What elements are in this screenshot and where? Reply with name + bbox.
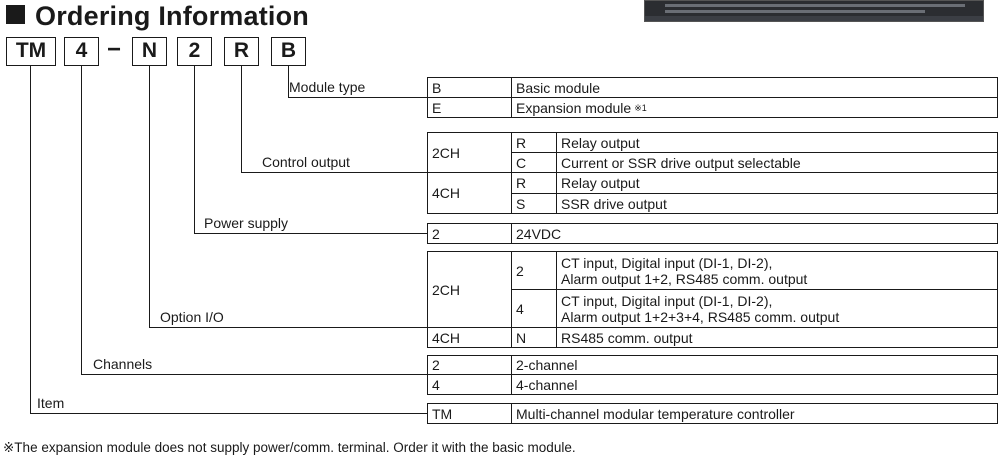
footnote-marker: ※1 [634,102,647,113]
channels-code: 4 [432,376,440,393]
label-control-output: Control output [262,154,350,170]
control-output-desc: SSR drive output [561,195,667,212]
option-io-desc: CT input, Digital input (DI-1, DI-2), Alarm output 1+2, RS485 comm. output [561,254,808,287]
control-output-code: C [516,154,527,171]
module-type-code-0: B [432,79,442,96]
option-io-code: 2 [516,262,524,279]
option-io-desc: RS485 comm. output [561,329,693,346]
section-title-text: Ordering Information [35,1,309,31]
module-type-desc-1: Expansion module ※1 [516,99,647,116]
control-output-desc: Relay output [561,134,640,151]
option-io-group-4ch: 4CH [432,329,461,346]
thumbnail-screenshot [644,0,984,22]
control-output-group-4ch: 4CH [432,185,461,201]
code-box-channels: 4 [64,37,99,66]
black-square-icon [6,5,25,24]
label-power-supply: Power supply [204,215,289,231]
control-output-group-2ch: 2CH [432,144,461,161]
module-type-desc-0: Basic module [516,79,601,96]
section-title [6,1,309,32]
item-code: TM [432,405,453,422]
label-item: Item [37,395,65,411]
channels-code: 2 [432,357,440,373]
control-output-desc: Relay output [561,175,640,191]
code-box-module-type: B [271,37,306,66]
option-io-desc: CT input, Digital input (DI-1, DI-2), Alarm output 1+2+3+4, RS485 comm. output [561,292,840,325]
module-type-code-1: E [432,99,442,116]
power-supply-desc: 24VDC [516,225,562,242]
control-output-code: S [516,195,526,212]
footnote: ※The expansion module does not supply power/comm. terminal. Order it with the basic module. [3,440,576,455]
code-dash: − [107,36,122,63]
label-channels: Channels [93,356,153,372]
control-output-code: R [516,134,527,151]
channels-desc: 4-channel [516,376,578,393]
code-box-option-io: N [132,37,167,66]
channels-desc: 2-channel [516,357,578,373]
option-io-code: 4 [516,300,524,317]
item-desc: Multi-channel modular temperature controller [516,405,795,422]
code-box-item: TM [6,37,56,66]
label-module-type: Module type [289,79,366,95]
control-output-code: R [516,175,527,191]
power-supply-code: 2 [432,225,440,242]
code-box-power-supply: 2 [177,37,212,66]
option-io-code: N [516,329,527,346]
label-option-io: Option I/O [160,309,224,325]
option-io-group-2ch: 2CH [432,281,461,298]
code-box-control-output: R [224,37,259,66]
control-output-desc: Current or SSR drive output selectable [561,154,801,171]
